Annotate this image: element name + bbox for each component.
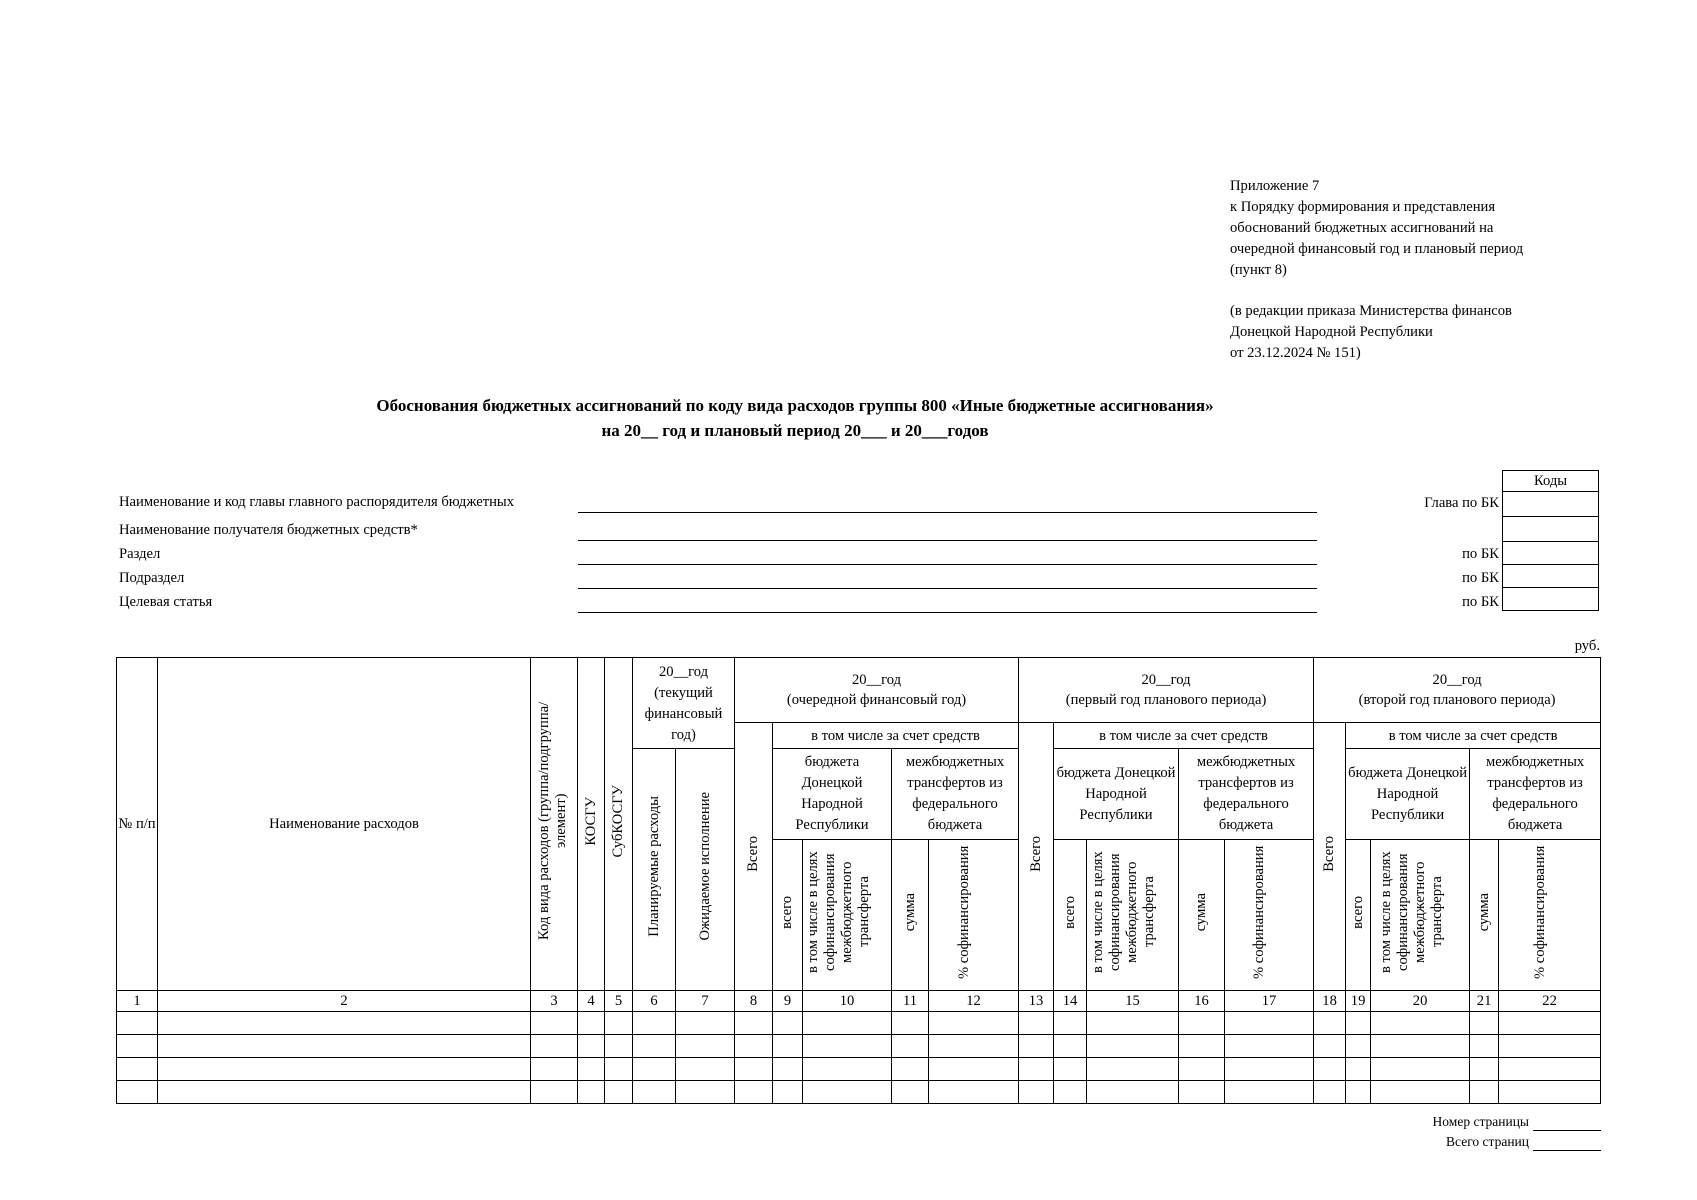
header-summa-next-text: сумма [901, 892, 918, 932]
appendix-line: к Порядку формирования и представления [1230, 199, 1496, 215]
header-field-gl-distributor-line[interactable] [578, 512, 1317, 513]
header-vsego-next [773, 840, 803, 991]
header-cofin-plan2-text: в том числе в целях софинансирования межбюджетного трансферта [1377, 851, 1445, 973]
header-transfers-next: межбюджетных трансфертов из федерального бюджета [892, 749, 1019, 840]
codes-title: Коды [1503, 471, 1599, 492]
page-number-field [1433, 1113, 1601, 1131]
page-number-label: Номер страницы [1432, 1114, 1529, 1129]
po-bk-label-subsection: по БК [1462, 570, 1499, 586]
header-expense-name-text: Наименование расходов [269, 816, 419, 832]
header-kosgu [578, 658, 605, 991]
header-summa-plan1 [1179, 840, 1225, 991]
header-total-plan1-text: Всего [1027, 835, 1044, 872]
appendix-line: обоснований бюджетных ассигнований на [1230, 220, 1494, 236]
col-number: 4 [578, 991, 605, 1012]
header-planned [633, 749, 676, 991]
appendix-line: (в редакции приказа Министерства финансов [1230, 303, 1512, 319]
unit-label: руб. [1574, 638, 1600, 654]
header-transfers-plan1: межбюджетных трансфертов из федерального бюджета [1179, 749, 1314, 840]
header-vsego-plan2 [1346, 840, 1371, 991]
header-total-plan2 [1314, 723, 1346, 991]
code-cell-recipient[interactable] [1503, 517, 1599, 542]
table-row[interactable] [117, 1058, 1601, 1081]
code-cell-glava[interactable] [1503, 492, 1599, 517]
col-number: 10 [803, 991, 892, 1012]
appendix-line: (пункт 8) [1230, 262, 1287, 278]
header-subkosgu-text: СубКОСГУ [610, 784, 626, 858]
header-vsego-plan1 [1054, 840, 1087, 991]
col-number: 13 [1019, 991, 1054, 1012]
header-incl-plan2: в том числе за счет средств [1346, 723, 1601, 749]
header-kosgu-text: КОСГУ [582, 796, 599, 846]
header-expected [676, 749, 735, 991]
table-row[interactable] [117, 1081, 1601, 1104]
header-kvr-text: Код вида расходов (группа/подгруппа/элемент) [536, 701, 569, 941]
header-percent-next [929, 840, 1019, 991]
header-percent-next-text: % софинансирования [955, 845, 972, 979]
header-year-plan1 [1019, 658, 1314, 723]
header-field-recipient-line[interactable] [578, 540, 1317, 541]
year-plan2-sub: (второй год планового периода) [1358, 692, 1556, 708]
header-cofin-plan1 [1087, 840, 1179, 991]
header-num [117, 658, 158, 991]
header-percent-plan2-text: % софинансирования [1531, 845, 1548, 979]
total-pages-line[interactable] [1533, 1136, 1601, 1151]
header-transfers-plan2: межбюджетных трансфертов из федерального бюджета [1470, 749, 1601, 840]
header-dnr-plan2: бюджета Донецкой Народной Республики [1346, 749, 1470, 840]
code-cell-section[interactable] [1503, 542, 1599, 565]
year-next-label: 20__год [851, 672, 902, 688]
header-vsego-next-text: всего [779, 895, 795, 929]
header-current-year [633, 658, 735, 749]
codes-box [1502, 470, 1599, 611]
header-summa-plan2-text: сумма [1475, 892, 1492, 932]
code-cell-target[interactable] [1503, 588, 1599, 611]
header-total-next [735, 723, 773, 991]
header-incl-plan1: в том числе за счет средств [1054, 723, 1314, 749]
col-number: 12 [929, 991, 1019, 1012]
title-line-2: на 20__ год и плановый период 20___ и 20___годов [601, 421, 989, 440]
table-row[interactable] [117, 1035, 1601, 1058]
year-plan1-label: 20__год [1141, 672, 1191, 688]
col-number: 1 [117, 991, 158, 1012]
header-dnr-plan1: бюджета Донецкой Народной Республики [1054, 749, 1179, 840]
header-field-section-line[interactable] [578, 564, 1317, 565]
header-year-next [735, 658, 1019, 723]
spacer [1230, 281, 1670, 301]
page-number-line[interactable] [1533, 1116, 1601, 1131]
header-field-target-article-line[interactable] [578, 612, 1317, 613]
col-number: 8 [735, 991, 773, 1012]
col-number: 6 [633, 991, 676, 1012]
header-summa-plan1-text: сумма [1193, 892, 1210, 932]
header-expected-text: Ожидаемое исполнение [696, 792, 713, 941]
header-percent-plan1-text: % софинансирования [1251, 845, 1268, 979]
col-number: 20 [1371, 991, 1470, 1012]
header-field-section: Раздел [119, 546, 161, 562]
header-vsego-plan1-text: всего [1061, 895, 1078, 929]
header-total-next-text: Всего [745, 835, 761, 872]
header-current-year-text: 20__год (текущий финансовый год) [644, 664, 723, 743]
header-field-recipient: Наименование получателя бюджетных средств* [119, 522, 418, 538]
table-row[interactable] [117, 1012, 1601, 1035]
col-number: 9 [773, 991, 803, 1012]
header-total-plan2-text: Всего [1321, 835, 1338, 872]
col-number: 21 [1470, 991, 1499, 1012]
header-percent-plan2 [1499, 840, 1601, 991]
glava-bk-label: Глава по БК [1424, 495, 1499, 511]
col-number: 5 [605, 991, 633, 1012]
col-number: 15 [1087, 991, 1179, 1012]
po-bk-label-target: по БК [1462, 594, 1499, 610]
title-line-1: Обоснования бюджетных ассигнований по коду вида расходов группы 800 «Иные бюджетные ассигнования» [376, 396, 1214, 415]
header-field-subsection: Подраздел [119, 570, 185, 586]
total-pages-label: Всего страниц [1446, 1134, 1529, 1149]
header-percent-plan1 [1225, 840, 1314, 991]
year-next-sub: (очередной финансовый год) [786, 692, 967, 708]
header-field-target-article: Целевая статья [119, 594, 213, 610]
header-subkosgu [605, 658, 633, 991]
header-cofin-plan2 [1371, 840, 1470, 991]
header-vsego-plan2-text: всего [1349, 895, 1366, 929]
header-summa-next [892, 840, 929, 991]
header-dnr-next: бюджета Донецкой Народной Республики [773, 749, 892, 840]
header-planned-text: Планируемые расходы [645, 796, 662, 937]
header-field-gl-distributor: Наименование и код главы главного распорядителя бюджетных [119, 494, 515, 510]
col-number: 17 [1225, 991, 1314, 1012]
col-number: 2 [158, 991, 531, 1012]
header-num-text: № п/п [118, 816, 156, 832]
code-cell-subsection[interactable] [1503, 565, 1599, 588]
document-title [160, 393, 1430, 443]
po-bk-label-section: по БК [1462, 546, 1499, 562]
column-number-row [117, 991, 1601, 1012]
appendix-block [1230, 176, 1670, 364]
col-number: 22 [1499, 991, 1601, 1012]
header-summa-plan2 [1470, 840, 1499, 991]
header-cofin-next-text: в том числе в целях софинансирования межбюджетного трансферта [804, 851, 872, 973]
expenditure-table [116, 657, 1601, 1104]
appendix-line: Донецкой Народной Республики [1230, 324, 1433, 340]
appendix-line: очередной финансовый год и плановый период [1230, 241, 1524, 257]
appendix-line: Приложение 7 [1230, 178, 1320, 194]
header-kvr [531, 658, 578, 991]
header-cofin-next [803, 840, 892, 991]
header-field-subsection-line[interactable] [578, 588, 1317, 589]
year-plan1-sub: (первый год планового периода) [1065, 692, 1267, 708]
header-cofin-plan1-text: в том числе в целях софинансирования межбюджетного трансферта [1090, 851, 1158, 973]
header-incl-next: в том числе за счет средств [773, 723, 1019, 749]
header-year-plan2 [1314, 658, 1601, 723]
col-number: 11 [892, 991, 929, 1012]
col-number: 16 [1179, 991, 1225, 1012]
col-number: 3 [531, 991, 578, 1012]
total-pages-field [1446, 1133, 1601, 1151]
year-plan2-label: 20__год [1432, 672, 1482, 688]
header-expense-name [158, 658, 531, 991]
appendix-line: от 23.12.2024 № 151) [1230, 345, 1361, 361]
col-number: 18 [1314, 991, 1346, 1012]
col-number: 14 [1054, 991, 1087, 1012]
col-number: 7 [676, 991, 735, 1012]
col-number: 19 [1346, 991, 1371, 1012]
header-total-plan1 [1019, 723, 1054, 991]
